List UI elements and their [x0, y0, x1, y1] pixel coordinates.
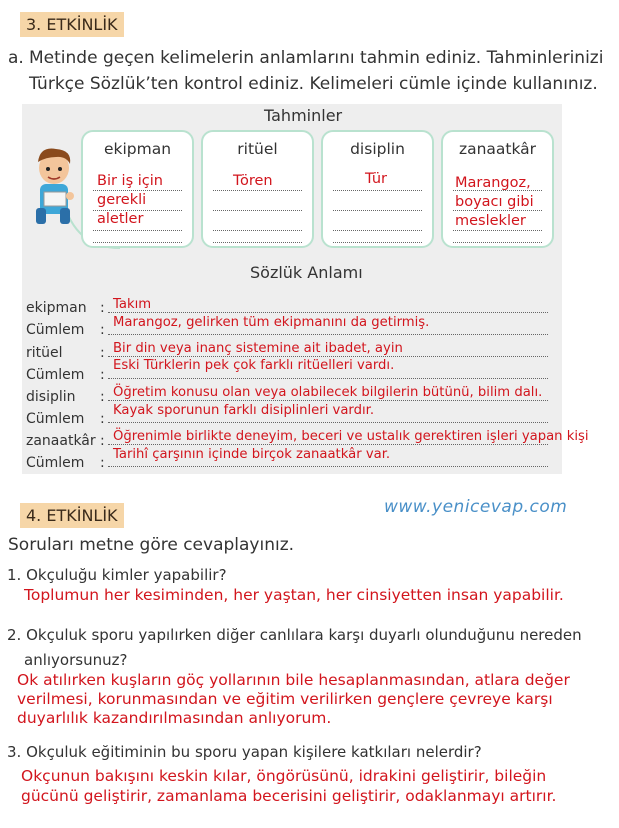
- answer-3-line-1: Okçunun bakışını keskin kılar, öngörüsünü, idrakini geliştirir, bileğin: [21, 767, 547, 785]
- row-value: Öğretim konusu olan veya olabilecek bilgilerin bütünü, bilim dalı.: [113, 385, 543, 400]
- dictionary-heading: Sözlük Anlamı: [250, 263, 363, 282]
- row-value: Tarihî çarşının içinde birçok zanaatkâr var.: [113, 447, 391, 462]
- word-card-rituel: [201, 130, 314, 248]
- row-label: ritüel: [26, 345, 63, 361]
- row-value: Kayak sporunun farklı disiplinleri vardır.: [113, 403, 375, 418]
- answer-2-line-1: Ok atılırken kuşların göç yollarının bile hesaplanmasından, atlara değer: [17, 671, 570, 689]
- row-label: disiplin: [26, 389, 76, 405]
- row-value: Takım: [113, 297, 152, 312]
- instruction-letter: a.: [8, 48, 24, 68]
- row-label: ekipman: [26, 300, 87, 316]
- activity-3-tag: 3. ETKİNLİK: [20, 12, 124, 37]
- question-1: 1. Okçuluğu kimler yapabilir?: [7, 566, 227, 584]
- row-value: Bir din veya inanç sistemine ait ibadet, ayin: [113, 341, 403, 356]
- guess-line: Tür: [365, 171, 388, 187]
- instruction-line-1: Metinde geçen kelimelerin anlamlarını tahmin ediniz. Tahminlerinizi: [29, 48, 604, 68]
- answer-2-line-3: duyarlılık kazandırılmasından anlıyorum.: [17, 709, 332, 727]
- word-card-ekipman: [81, 130, 194, 248]
- watermark: www.yenicevap.com: [384, 497, 568, 517]
- answer-2-line-2: verilmesi, korunmasından ve eğitim verilirken gençlere çevreye karşı: [17, 690, 553, 708]
- row-value: Eski Türklerin pek çok farklı ritüelleri vardı.: [113, 358, 395, 373]
- word-card-title: ritüel: [237, 140, 278, 158]
- instruction-line-2: Türkçe Sözlük’ten kontrol ediniz. Kelimeleri cümle içinde kullanınız.: [29, 74, 598, 94]
- word-card-title: disiplin: [350, 140, 405, 158]
- student-illustration-icon: [26, 146, 82, 228]
- question-3: 3. Okçuluk eğitiminin bu sporu yapan kişilere katkıları nelerdir?: [7, 743, 482, 761]
- activity-4-tag: 4. ETKİNLİK: [20, 503, 124, 528]
- activity-4-instruction: Soruları metne göre cevaplayınız.: [8, 535, 295, 555]
- row-label: Cümlem: [26, 322, 85, 338]
- guess-line: meslekler: [455, 213, 526, 229]
- word-card-zanaatkar: [441, 130, 554, 248]
- row-value: Öğrenimle birlikte deneyim, beceri ve ustalık gerektiren işleri yapan kişi: [113, 429, 589, 444]
- guess-line: Tören: [233, 173, 273, 189]
- answer-3-line-2: gücünü geliştirir, zamanlama becerisini geliştirir, odaklanmayı artırır.: [21, 787, 557, 805]
- guess-line: gerekli: [97, 192, 147, 208]
- guess-line: boyacı gibi: [455, 194, 534, 210]
- guess-line: Bir iş için: [97, 173, 163, 189]
- guess-line: aletler: [97, 211, 144, 227]
- row-value: Marangoz, gelirken tüm ekipmanını da getirmiş.: [113, 315, 430, 330]
- row-label: Cümlem: [26, 367, 85, 383]
- guess-line: Marangoz,: [455, 175, 531, 191]
- word-card-title: zanaatkâr: [458, 140, 537, 158]
- guess-heading: Tahminler: [264, 106, 343, 125]
- answer-1: Toplumun her kesiminden, her yaştan, her cinsiyetten insan yapabilir.: [24, 586, 564, 604]
- word-card-disiplin: [321, 130, 434, 248]
- row-label: zanaatkâr: [26, 433, 96, 449]
- word-card-title: ekipman: [103, 140, 172, 158]
- row-label: Cümlem: [26, 411, 85, 427]
- row-label: Cümlem: [26, 455, 85, 471]
- question-2-line-1: 2. Okçuluk sporu yapılırken diğer canlılara karşı duyarlı olunduğunu nereden: [7, 626, 582, 644]
- question-2-line-2: anlıyorsunuz?: [24, 651, 128, 669]
